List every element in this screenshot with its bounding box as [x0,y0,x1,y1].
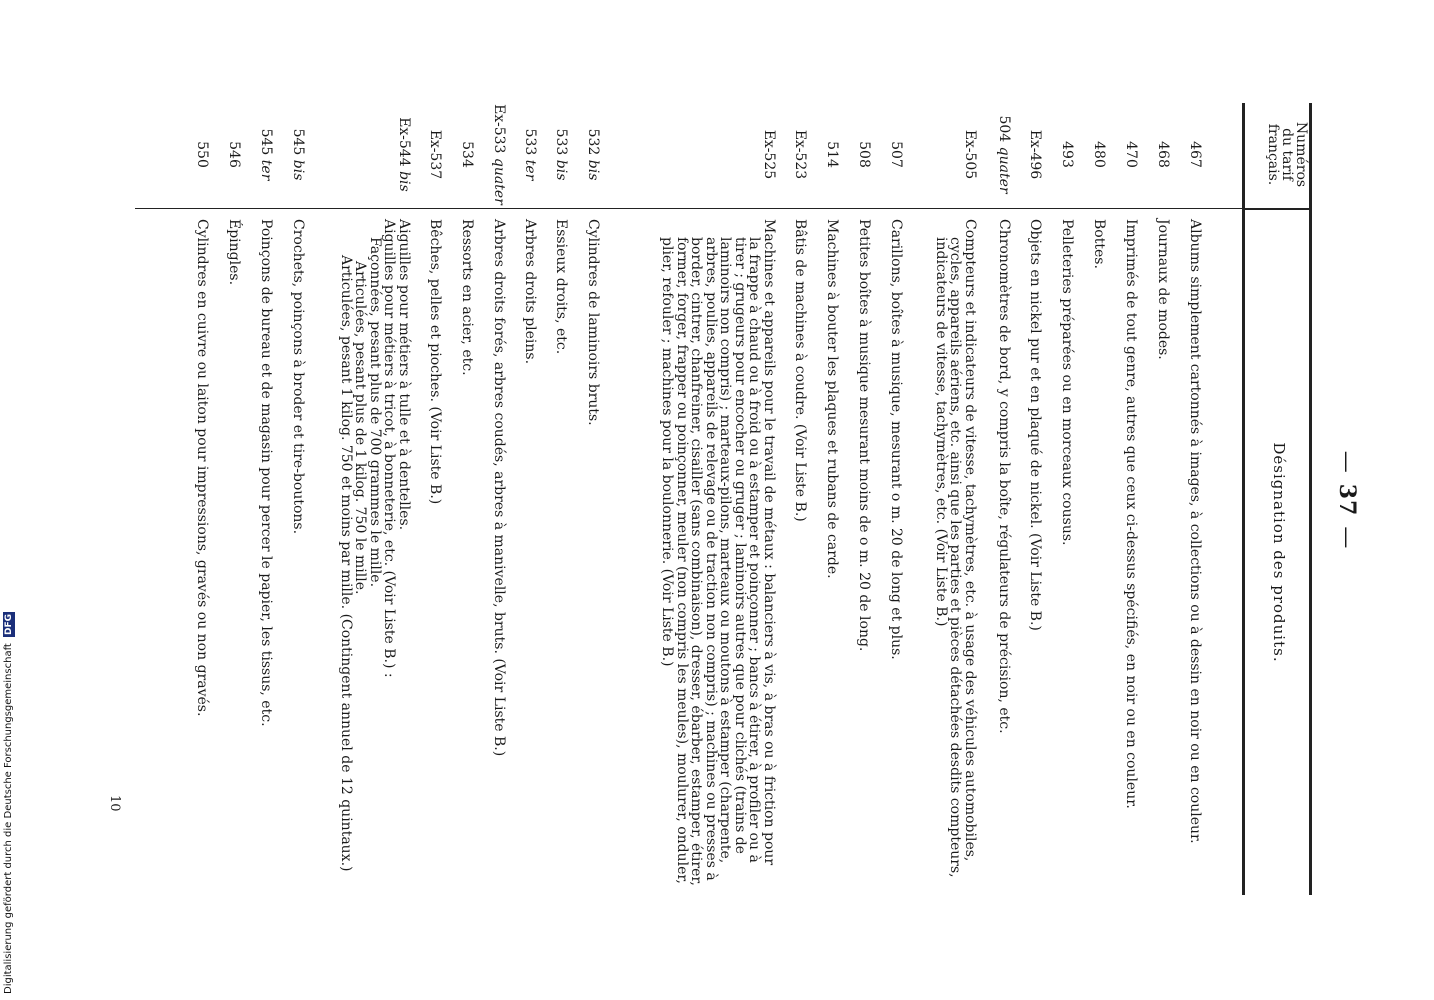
tariff-number: 545 bis [290,128,306,181]
tariff-number: Ex-505 [962,129,978,180]
product-designation: Ressorts en acier, etc. [459,219,475,376]
tariff-number: 467 [1187,141,1203,168]
product-designation: Chronomètres de bord, y compris la boîte, régulateurs de précision, etc. [996,219,1012,734]
product-designation: Cylindres en cuivre ou laiton pour impressions, gravés ou non gravés. [194,219,210,717]
product-designation: Machines et appareils pour le travail de métaux : balanciers à vis, à bras ou à friction pour la frappe à chaud ou à froid ou à estamper et poinçonner ; bancs à étirer, à profiler ou à tirer ; grugeurs pour encocher ou gruger ; laminoirs autres que pour clichés (trains de laminoirs non compris) ; marteaux-pilons, marteaux ou moutons à estamper (charpente, arbres, poulies, appareils de relevage ou de traction non compris) ; machines ou presses à border, cintrer, chanfreiner, cisailler (sans combinaison), dresser, ébarber, estamper, étirer, former, forger, frapper ou poinçonner, meuler (non compris les meules), moulurer, onduler, plier, refouler ; machines pour la boulonnerie. (Voir Liste B.) [659,219,777,886]
credit-text: Digitalisierung gefördert durch die Deutsche Forschungsgemeinschaft [3,643,14,994]
column-header-designation: Désignation des produits. [1270,442,1288,663]
product-designation: Machines à bouter les plaques et rubans de carde. [824,219,840,579]
product-designation: Épingles. [226,219,242,286]
credit-line [2,599,16,994]
column-header-numbers [1266,103,1308,206]
dfg-logo: DFG [4,613,14,635]
product-designation: Essieux droits, etc. [553,219,569,355]
product-designation: Pelleteries préparées ou en morceaux cousus. [1059,219,1075,546]
product-designation: Arbres droits pleins. [522,219,538,365]
tariff-number: 550 [194,141,210,168]
tariff-number: Ex-496 [1027,129,1043,180]
tariff-number: Ex-537 [427,129,443,180]
product-designation: Imprimés de tout genre, autres que ceux ci-dessus spécifiés, en noir ou en couleur. [1123,219,1139,809]
product-designation: Poinçons de bureau et de magasin pour percer le papier, les tissus, etc. [258,219,274,727]
product-designation: Objets en nickel pur et en plaqué de nickel. (Voir Liste B.) [1027,219,1043,631]
product-designation: Aiguilles pour métiers à tulle et à dentelles. Aiguilles pour métiers à tricot, à bonneterie, etc. (Voir Liste B.) : Façonnées, pesant plus de 700 grammes le mille. Articulées, pesant plus de 1 kilog. 750 le mille. Articulées, pesant 1 kilog. 750 et moins par mille. (Contingent annuel de 12 quintaux.) [338,219,412,872]
tariff-number: 504 quater [996,115,1012,194]
header-rule-top [1309,103,1312,895]
tariff-number: 507 [888,141,904,168]
tariff-number: Ex-533 quater [491,104,507,205]
header-line: français. [1265,123,1281,186]
tariff-number: 480 [1091,141,1107,168]
tariff-number: 470 [1123,141,1139,168]
product-designation: Bâtis de machines à coudre. (Voir Liste B.) [792,219,808,522]
tariff-number: 468 [1155,141,1171,168]
digitization-credit [2,599,16,994]
tariff-number: 508 [856,141,872,168]
tariff-number: 546 [226,141,242,168]
page-number: 10 [107,795,122,812]
tariff-number: 532 bis [585,128,601,181]
page-folio: —37— [1334,450,1360,550]
tariff-number: Ex-525 [761,129,777,180]
tariff-number: Ex-544 bis [396,117,412,192]
product-designation: Compteurs et indicateurs de vitesse, tachymètres, etc. à usage des véhicules automobiles, cycles, appareils aériens, etc. ainsi que les parties et pièces détachées desdits compteurs, indicateurs de vitesse, tachymètres, etc. (Voir Liste B.) [933,219,978,878]
tariff-number: 493 [1059,141,1075,168]
tariff-number: 534 [459,141,475,168]
product-designation: Journaux de modes. [1155,219,1171,360]
product-designation: Petites boîtes à musique mesurant moins de o m. 20 de long. [856,219,872,652]
product-designation: Carillons, boîtes à musique, mesurant o m. 20 de long et plus. [888,219,904,660]
header-line: du tarif [1279,128,1295,181]
product-designation: Albums simplement cartonnés à images, à collections ou à dessin en noir ou en couleur. [1187,219,1203,844]
header-rule-bottom [1242,103,1245,895]
product-designation: Bêches, pelles et pioches. (Voir Liste B.) [427,219,443,505]
header-line: Numéros [1293,121,1309,188]
tariff-number: 533 ter [522,128,538,181]
tariff-number: 533 bis [553,128,569,181]
product-designation: Arbres droits forés, arbres coudés, arbres à manivelle, bruts. (Voir Liste B.) [491,219,507,757]
tariff-number: Ex-523 [792,129,808,180]
column-separator [135,208,1243,209]
product-designation: Bottes. [1091,219,1107,269]
product-designation: Cylindres de laminoirs bruts. [585,219,601,426]
tariff-number: 545 ter [258,128,274,181]
tariff-number: 514 [824,141,840,168]
product-designation: Crochets, poinçons à broder et tire-boutons. [290,219,306,535]
